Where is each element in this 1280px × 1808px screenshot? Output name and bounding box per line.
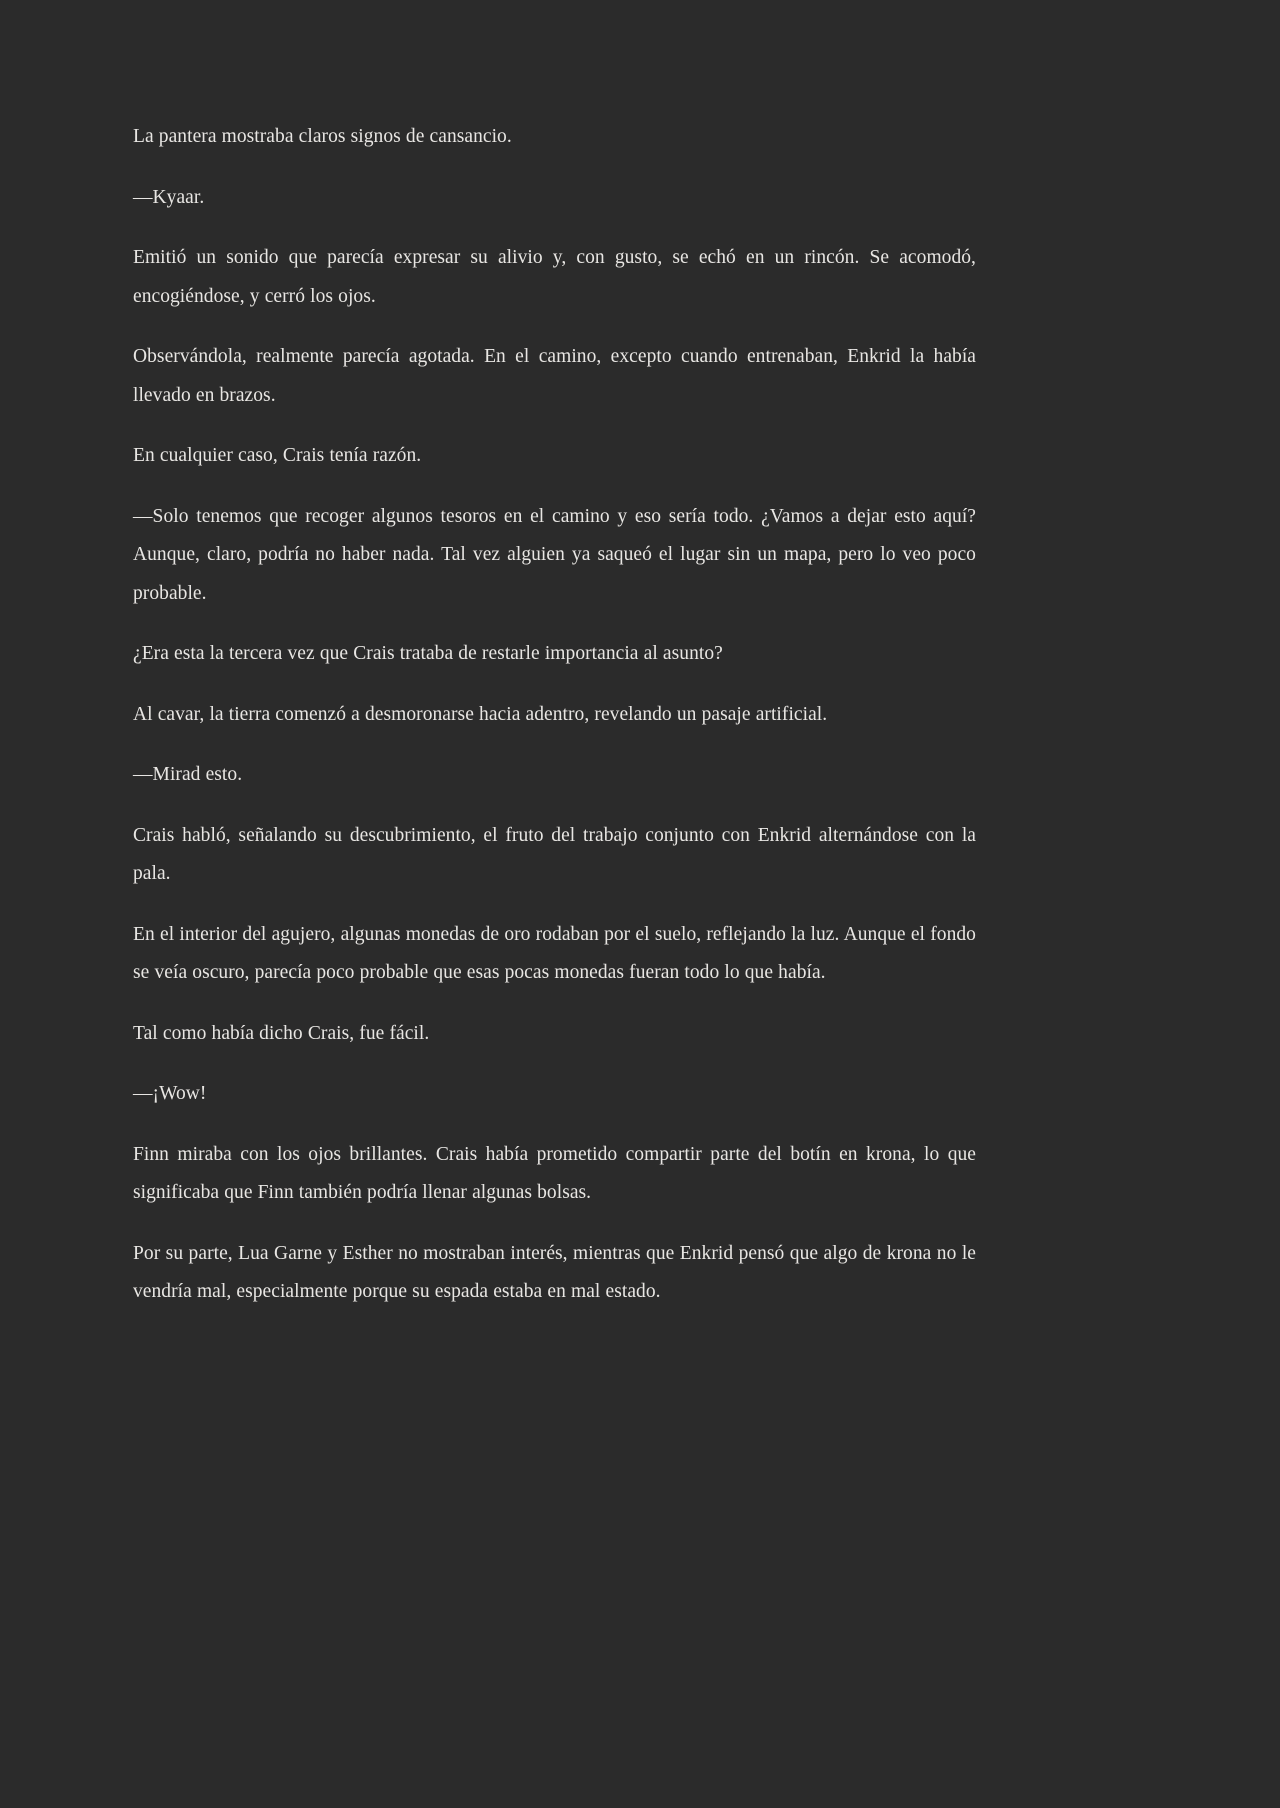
paragraph: Tal como había dicho Crais, fue fácil. xyxy=(133,1022,430,1044)
chapter-text-body xyxy=(133,118,976,1334)
paragraph: Crais habló, señalando su descubrimiento, el fruto del trabajo conjunto con Enkrid alternándose con la pala. xyxy=(133,824,976,884)
paragraph: Emitió un sonido que parecía expresar su alivio y, con gusto, se echó en un rincón. Se acomodó, encogiéndose, y cerró los ojos. xyxy=(133,247,976,307)
paragraph: Al cavar, la tierra comenzó a desmoronarse hacia adentro, revelando un pasaje artificial. xyxy=(133,703,828,725)
paragraph-dialogue: —¡Wow! xyxy=(133,1083,207,1104)
paragraph: Observándola, realmente parecía agotada. En el camino, excepto cuando entrenaban, Enkrid la había llevado en brazos. xyxy=(133,346,976,406)
paragraph-dialogue: —Mirad esto. xyxy=(133,764,243,785)
paragraph: En el interior del agujero, algunas monedas de oro rodaban por el suelo, reflejando la luz. Aunque el fondo se veía oscuro, parecía poco probable que esas pocas monedas fueran todo lo que había. xyxy=(133,923,976,983)
paragraph: ¿Era esta la tercera vez que Crais trataba de restarle importancia al asunto? xyxy=(133,643,723,664)
paragraph-dialogue: —Kyaar. xyxy=(133,186,205,208)
paragraph: Por su parte, Lua Garne y Esther no mostraban interés, mientras que Enkrid pensó que algo de krona no le vendría mal, especialmente porque su espada estaba en mal estado. xyxy=(133,1242,976,1302)
paragraph: Finn miraba con los ojos brillantes. Crais había prometido compartir parte del botín en krona, lo que significaba que Finn también podría llenar algunas bolsas. xyxy=(133,1143,976,1203)
paragraph: En cualquier caso, Crais tenía razón. xyxy=(133,445,422,466)
paragraph: La pantera mostraba claros signos de cansancio. xyxy=(133,126,512,147)
paragraph-dialogue: —Solo tenemos que recoger algunos tesoros en el camino y eso sería todo. ¿Vamos a dejar esto aquí? Aunque, claro, podría no haber nada. Tal vez alguien ya saqueó el lugar sin un mapa, pero lo veo poco probable. xyxy=(133,505,976,604)
